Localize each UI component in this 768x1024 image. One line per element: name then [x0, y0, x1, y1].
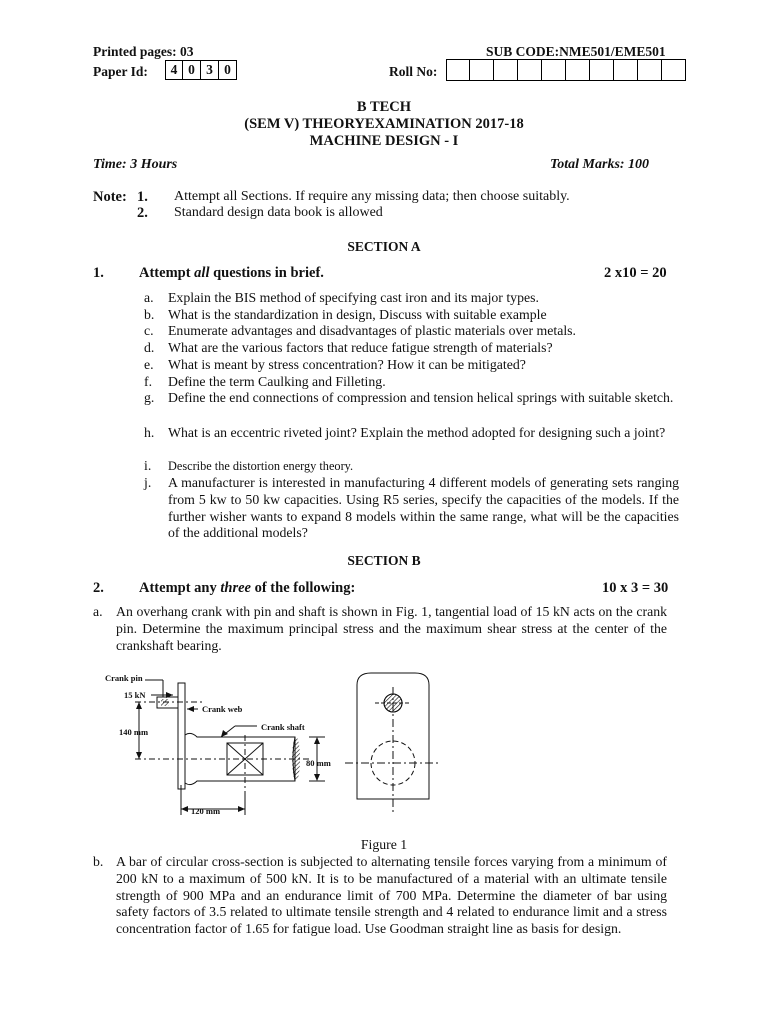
- load-label: 15 kN: [124, 690, 146, 700]
- roll-no-box[interactable]: [446, 59, 470, 81]
- item-label: a.: [144, 290, 154, 305]
- crank-pin-label: Crank pin: [105, 673, 143, 683]
- roll-no-label: Roll No:: [389, 64, 438, 79]
- paper-id-digit: 3: [201, 60, 219, 80]
- instruction-emphasis: three: [220, 580, 251, 596]
- item-text: What is meant by stress concentration? How it can be mitigated?: [168, 357, 526, 372]
- note-number: 2.: [137, 205, 148, 221]
- paper-id-label: Paper Id:: [93, 64, 148, 79]
- crankshaft-figure: [95, 665, 490, 825]
- question-number: 1.: [93, 265, 104, 281]
- roll-no-box[interactable]: [470, 59, 494, 81]
- degree-title: B TECH: [356, 99, 412, 115]
- crank-shaft-label: Crank shaft: [261, 722, 305, 732]
- question-number: 2.: [93, 580, 104, 596]
- roll-no-box[interactable]: [494, 59, 518, 81]
- instruction-emphasis: all: [194, 265, 210, 281]
- note-text: Standard design data book is allowed: [174, 205, 383, 220]
- paper-id-digit: 4: [165, 60, 183, 80]
- item-label: f.: [144, 374, 153, 389]
- note-number: 1.: [137, 189, 148, 205]
- item-text: Define the term Caulking and Filleting.: [168, 374, 386, 389]
- crank-web-shape: [178, 683, 185, 789]
- roll-no-box[interactable]: [662, 59, 686, 81]
- roll-no-box[interactable]: [566, 59, 590, 81]
- roll-no-box[interactable]: [638, 59, 662, 81]
- time-allowed: Time: 3 Hours: [93, 157, 178, 172]
- item-label: i.: [144, 458, 152, 473]
- roll-no-box[interactable]: [590, 59, 614, 81]
- paper-id-boxes: [165, 60, 237, 80]
- item-text: What is an eccentric riveted joint? Explain the method adopted for designing such a joint?: [168, 425, 666, 440]
- item-label: e.: [144, 357, 154, 372]
- item-label: d.: [144, 340, 155, 355]
- dimension-80-label: 80 mm: [306, 758, 331, 768]
- subject-code: SUB CODE:NME501/EME501: [486, 44, 666, 59]
- dimension-140-label: 140 mm: [119, 727, 149, 737]
- paper-id-digit: 0: [183, 60, 201, 80]
- figure-caption: Figure 1: [360, 837, 408, 852]
- instruction-post: questions in brief.: [209, 265, 324, 281]
- item-text: Define the end connections of compression and tension helical springs with suitable sketch.: [168, 390, 674, 405]
- exam-title: (SEM V) THEORYEXAMINATION 2017-18: [244, 116, 524, 132]
- item-label: h.: [144, 425, 155, 440]
- item-text: Explain the BIS method of specifying cast iron and its major types.: [168, 290, 539, 305]
- section-b-heading: SECTION B: [347, 553, 421, 568]
- instruction-pre: Attempt: [139, 265, 195, 281]
- question-marks: 10 x 3 = 30: [602, 580, 669, 596]
- item-label: j.: [144, 475, 152, 490]
- roll-no-box[interactable]: [614, 59, 638, 81]
- item-text: A manufacturer is interested in manufacturing 4 different models of generating sets ranging from 5 kw to 50 kw capacities. Using R5 series, specify the capacities of the models. If the further wisher wants to expand 8 models within the same range, what will be the capacities of the additional models?: [168, 475, 679, 541]
- dimension-120-label: 120 mm: [191, 806, 221, 816]
- section-a-heading: SECTION A: [347, 239, 421, 254]
- instruction-pre: Attempt any: [139, 580, 221, 596]
- instruction-post: of the following:: [250, 580, 356, 596]
- item-label: a.: [93, 604, 103, 619]
- note-text: Attempt all Sections. If require any missing data; then choose suitably.: [174, 189, 570, 204]
- item-text: Describe the distortion energy theory.: [168, 459, 354, 473]
- total-marks: Total Marks: 100: [550, 157, 650, 172]
- item-label: c.: [144, 323, 154, 338]
- item-label: b.: [93, 854, 104, 869]
- roll-no-box[interactable]: [542, 59, 566, 81]
- question-instruction: [139, 265, 324, 282]
- question-instruction: [139, 580, 355, 597]
- item-text: Enumerate advantages and disadvantages of plastic materials over metals.: [168, 323, 577, 338]
- printed-pages: Printed pages: 03: [93, 44, 194, 59]
- item-label: g.: [144, 390, 155, 405]
- item-text: What are the various factors that reduce fatigue strength of materials?: [168, 340, 553, 355]
- item-label: b.: [144, 307, 155, 322]
- note-label: Note:: [93, 189, 127, 205]
- roll-no-boxes[interactable]: [446, 59, 686, 81]
- roll-no-box[interactable]: [518, 59, 542, 81]
- item-text: An overhang crank with pin and shaft is shown in Fig. 1, tangential load of 15 kN acts on the crank pin. Determine the maximum principal stress and the maximum shear stress at the center of the crankshaft bearing.: [116, 604, 667, 653]
- paper-id-digit: 0: [219, 60, 237, 80]
- question-marks: 2 x10 = 20: [604, 265, 667, 281]
- crank-web-label: Crank web: [202, 704, 243, 714]
- item-text: A bar of circular cross-section is subjected to alternating tensile forces varying from a minimum of 200 kN to a maximum of 500 kN. It is to be manufactured of a material with an ultimate tensile strength of 900 MPa and an endurance limit of 700 MPa. Determine the diameter of bar using safety factors of 3.5 related to ultimate tensile strength and 4 related to endurance limit and a stress concentration factor of 1.65 for fatigue load. Use Goodman straight line as basis for design.: [116, 854, 667, 937]
- item-text: What is the standardization in design, Discuss with suitable example: [168, 307, 547, 322]
- course-title: MACHINE DESIGN - I: [309, 133, 459, 149]
